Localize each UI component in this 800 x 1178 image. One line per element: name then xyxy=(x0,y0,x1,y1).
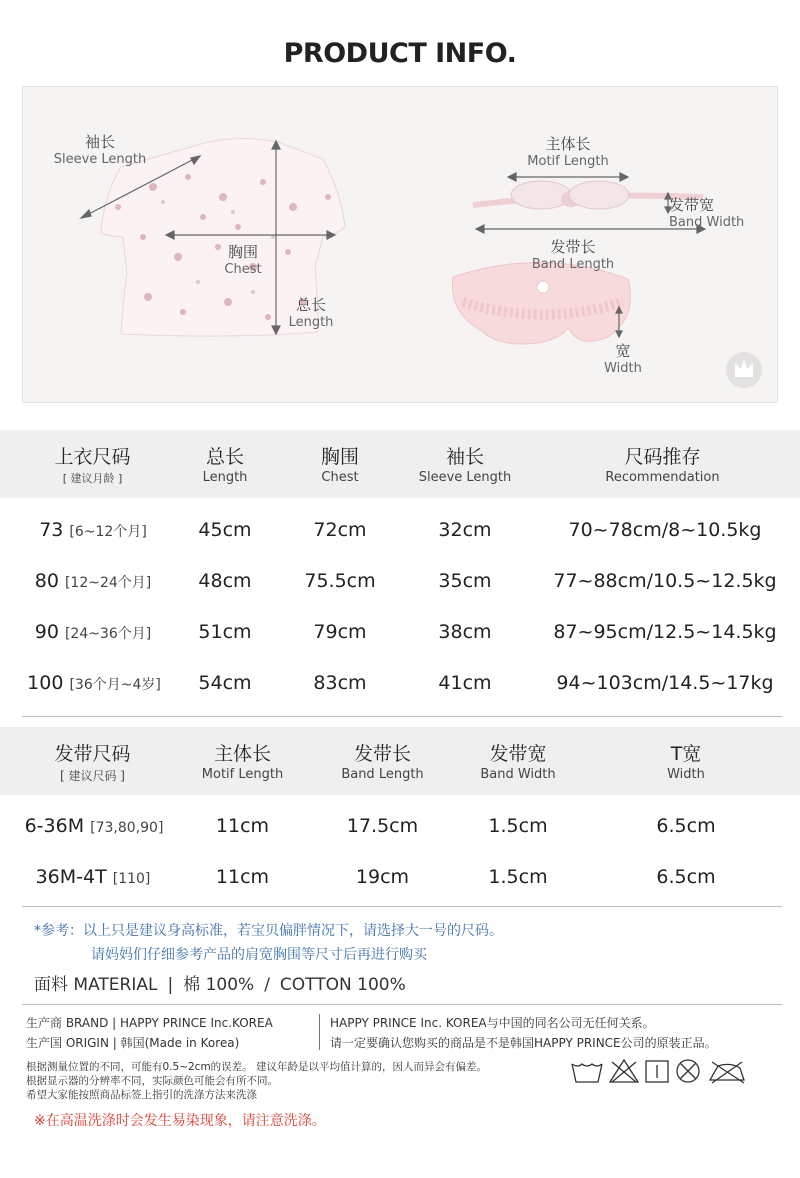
length-cell: 45cm xyxy=(198,519,252,541)
care-icons xyxy=(570,1056,750,1086)
size-note-2: 请妈妈们仔细参考产品的肩宽胸围等尺寸后再进行购买 xyxy=(91,947,427,963)
table-row xyxy=(0,658,800,708)
sleeve-cell: 32cm xyxy=(438,519,492,541)
band-width-label: 发带宽 Band Width xyxy=(669,196,745,230)
page-title: PRODUCT INFO. xyxy=(283,38,517,69)
rec-cell: 70~78cm/8~10.5kg xyxy=(568,519,762,541)
width-cell: 6.5cm xyxy=(656,866,716,888)
chest-cell: 79cm xyxy=(313,621,367,643)
header-band-size: 发带尺码 [ 建议尺码 ] xyxy=(54,743,131,783)
divider xyxy=(22,906,782,907)
divider xyxy=(22,1004,782,1005)
sleeve-cell: 38cm xyxy=(438,621,492,643)
table-row xyxy=(0,801,800,851)
rec-cell: 77~88cm/10.5~12.5kg xyxy=(553,570,777,592)
wash-30-icon xyxy=(572,1064,602,1082)
origin-line: 生产国 ORIGIN | 韩国(Made in Korea) xyxy=(26,1036,240,1050)
size-cell: 90 [24~36个月] xyxy=(34,621,152,643)
length-cell: 54cm xyxy=(198,672,252,694)
length-label: 总长 Length xyxy=(288,296,334,330)
material-line: 面料 MATERIAL | 棉 100% / COTTON 100% xyxy=(34,975,406,995)
width-cell: 6.5cm xyxy=(656,815,716,837)
no-bleach-icon xyxy=(610,1060,638,1082)
disclaimer-line-2: 请一定要确认您购买的商品是不是韩国HAPPY PRINCE公司的原装正品。 xyxy=(330,1036,717,1050)
header-sleeve: 袖长 Sleeve Length xyxy=(418,446,512,485)
band-length-cell: 17.5cm xyxy=(346,815,419,837)
chest-cell: 75.5cm xyxy=(304,570,376,592)
product-diagram xyxy=(22,86,778,403)
header-motif: 主体长 Motif Length xyxy=(201,743,284,782)
footer-divider xyxy=(319,1014,320,1050)
no-iron-icon xyxy=(710,1062,744,1083)
header-band-length: 发带长 Band Length xyxy=(341,743,424,782)
motif-label: 主体长 Motif Length xyxy=(527,135,609,169)
band-length-cell: 19cm xyxy=(355,866,410,888)
color-note: 根据显示器的分辨率不同，实际颜色可能会有所不同。 xyxy=(26,1075,278,1087)
disclaimer-line-1: HAPPY PRINCE Inc. KOREA与中国的同名公司无任何关系。 xyxy=(330,1016,655,1030)
brand-line: 生产商 BRAND | HAPPY PRINCE Inc.KOREA xyxy=(26,1016,273,1030)
line-dry-icon xyxy=(646,1061,668,1082)
size-cell: 100 [36个月~4岁] xyxy=(27,672,161,694)
table-row xyxy=(0,852,800,902)
size-cell: 80 [12~24个月] xyxy=(34,570,152,592)
band-size-cell: 6-36M [73,80,90] xyxy=(24,815,164,837)
motif-cell: 11cm xyxy=(215,815,270,837)
sleeve-cell: 35cm xyxy=(438,570,492,592)
length-cell: 48cm xyxy=(198,570,252,592)
rec-cell: 94~103cm/14.5~17kg xyxy=(556,672,774,694)
table-row xyxy=(0,556,800,606)
header-top-size: 上衣尺码 [ 建议月龄 ] xyxy=(54,446,131,485)
bloomers-illustration xyxy=(452,262,630,344)
wash-warning: ※在高温洗涤时会发生易染现象，请注意洗涤。 xyxy=(34,1113,326,1129)
chest-label: 胸围 Chest xyxy=(224,243,262,277)
sleeve-cell: 41cm xyxy=(438,672,492,694)
measurement-note: 根据测量位置的不同，可能有0.5~2cm的误差。 建议年龄是以平均值计算的，因人而异会有偏差。 xyxy=(26,1061,488,1073)
chest-cell: 83cm xyxy=(313,672,367,694)
band-length-label: 发带长 Band Length xyxy=(531,238,615,272)
chest-cell: 72cm xyxy=(313,519,367,541)
rec-cell: 87~95cm/12.5~14.5kg xyxy=(553,621,777,643)
header-recommendation: 尺码推存 Recommendation xyxy=(605,446,720,485)
band-size-cell: 36M-4T [110] xyxy=(35,866,151,888)
header-chest: 胸围 Chest xyxy=(320,446,359,485)
sleeve-label: 袖长 Sleeve Length xyxy=(53,133,147,167)
no-dryclean-icon xyxy=(677,1060,699,1082)
motif-cell: 11cm xyxy=(215,866,270,888)
length-cell: 51cm xyxy=(198,621,252,643)
wash-note: 希望大家能按照商品标签上指引的洗涤方法来洗涤 xyxy=(26,1089,257,1101)
width-label: 宽 Width xyxy=(604,342,642,376)
band-size-header xyxy=(0,727,800,795)
top-size-header xyxy=(0,430,800,498)
band-width-cell: 1.5cm xyxy=(488,815,548,837)
size-cell: 73 [6~12个月] xyxy=(39,519,147,541)
size-note: *参考：以上只是建议身高标准，若宝贝偏胖情况下，请选择大一号的尺码。 xyxy=(34,923,503,939)
divider xyxy=(22,716,782,717)
header-length: 总长 Length xyxy=(202,446,248,485)
band-width-cell: 1.5cm xyxy=(488,866,548,888)
header-width: T宽 Width xyxy=(667,743,705,782)
table-row xyxy=(0,607,800,657)
header-band-width: 发带宽 Band Width xyxy=(480,743,556,782)
table-row xyxy=(0,505,800,555)
